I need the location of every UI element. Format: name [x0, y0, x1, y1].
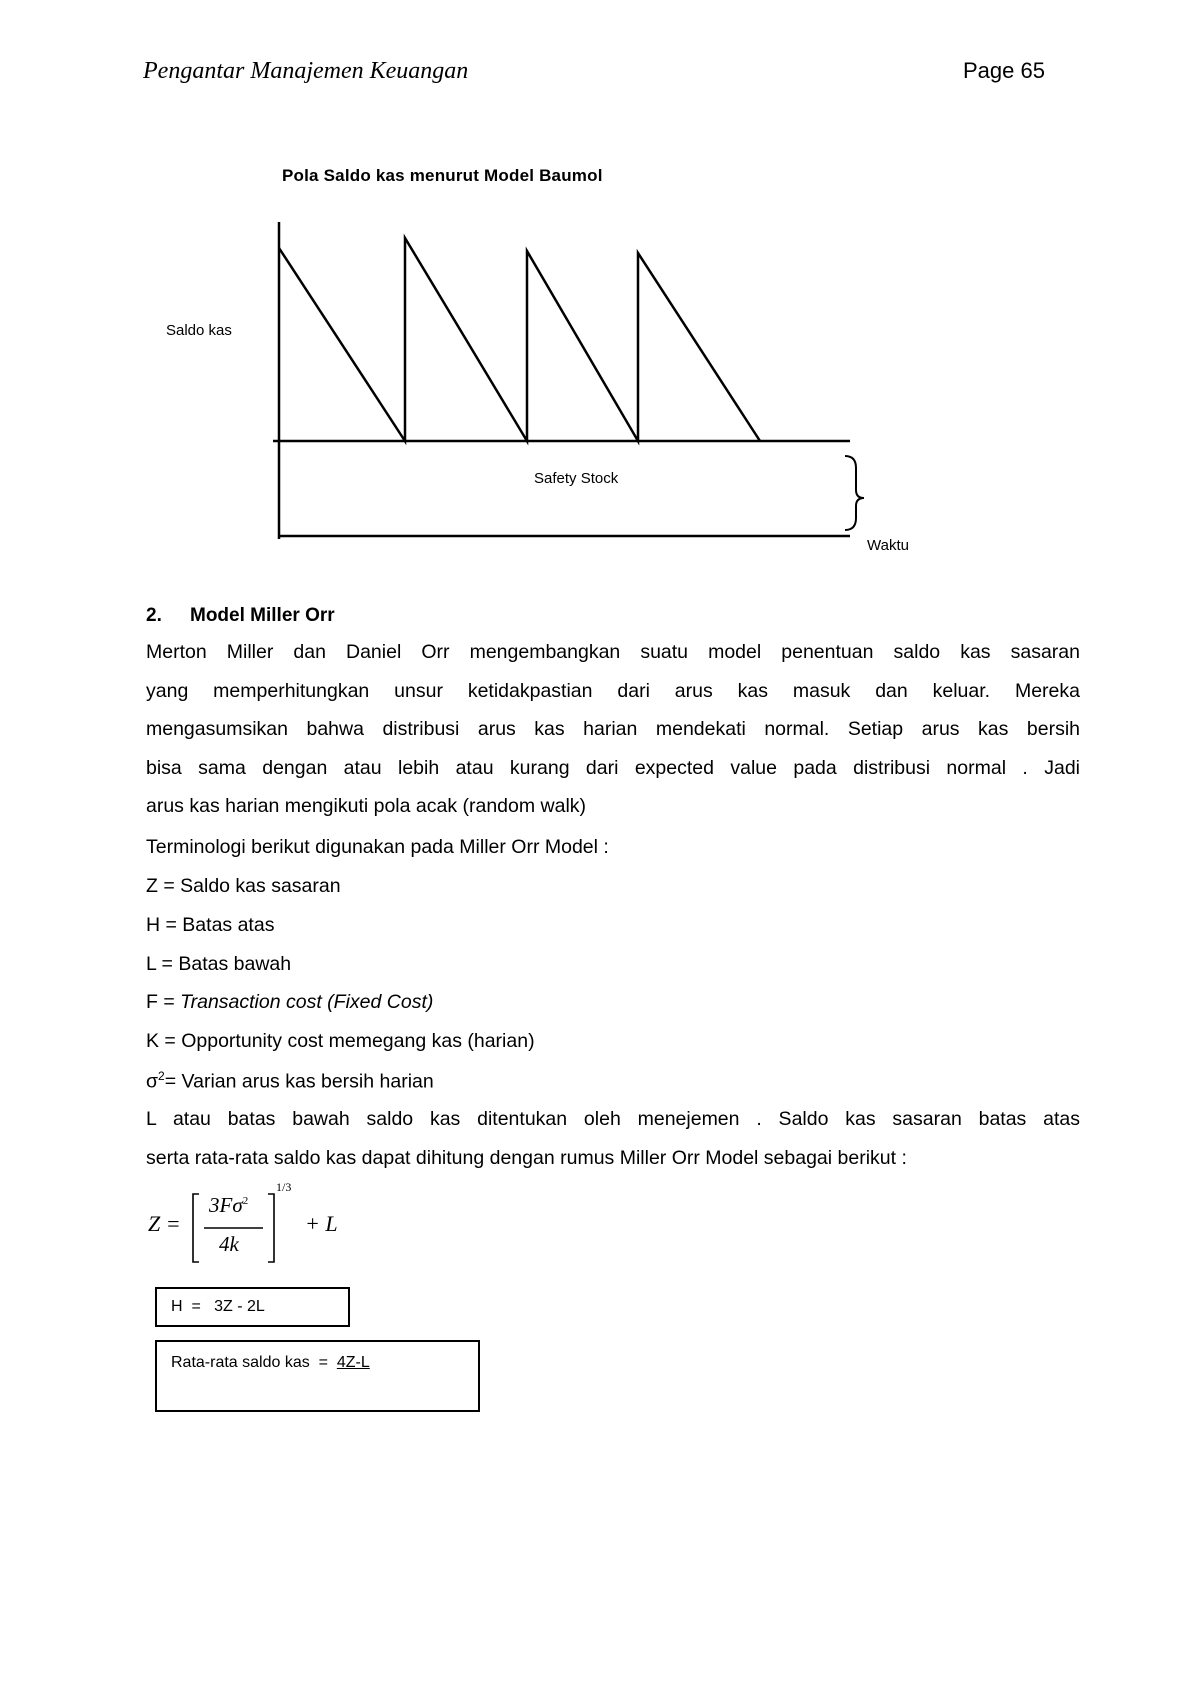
- intro-paragraph: [146, 633, 1080, 826]
- right-bracket: [268, 1194, 274, 1262]
- term-k: K = Opportunity cost memegang kas (harian): [146, 1030, 535, 1052]
- paragraph-line: arus kas harian mengikuti pola acak (random walk): [146, 795, 587, 817]
- box-average-text: [171, 1354, 370, 1372]
- average-value: 4Z-L: [336, 1354, 370, 1371]
- page-header-title: Pengantar Manajemen Keuangan: [143, 58, 469, 84]
- numerator-text: 3Fσ: [209, 1193, 243, 1217]
- closing-line-1: L atau batas bawah saldo kas ditentukan oleh menejemen . Saldo kas sasaran batas atas: [146, 1108, 1080, 1130]
- formula-denominator: 4k: [219, 1232, 239, 1256]
- sigma-symbol: σ: [146, 1070, 159, 1093]
- term-f: [146, 991, 433, 1014]
- term-f-prefix: F =: [146, 991, 181, 1013]
- box-h-text: H = 3Z - 2L: [171, 1298, 265, 1315]
- x-axis-label: Waktu: [867, 537, 909, 554]
- sigma-superscript: 2: [158, 1069, 165, 1083]
- section-number: 2.: [146, 605, 162, 626]
- left-bracket: [193, 1194, 199, 1262]
- closing-line-2: serta rata-rata saldo kas dapat dihitung dengan rumus Miller Orr Model sebagai berikut :: [146, 1147, 907, 1169]
- box-average-formula: [155, 1340, 480, 1412]
- box-h-formula: [155, 1287, 350, 1327]
- formula-tail: + L: [305, 1211, 338, 1236]
- term-z: Z = Saldo kas sasaran: [146, 875, 341, 897]
- section-title-text: Model Miller Orr: [190, 605, 335, 626]
- term-f-definition: Transaction cost (Fixed Cost): [180, 991, 434, 1013]
- sigma-definition: = Varian arus kas bersih harian: [164, 1070, 434, 1093]
- section-heading: [146, 605, 335, 627]
- formula-numerator: [209, 1193, 248, 1218]
- formula-lhs: Z =: [148, 1211, 181, 1236]
- term-h: H = Batas atas: [146, 914, 275, 936]
- safety-stock-label: Safety Stock: [534, 470, 619, 487]
- safety-stock-brace: [845, 456, 864, 530]
- paragraph-line: bisa sama dengan atau lebih atau kurang dari expected value pada distribusi normal . Jadi: [146, 756, 1080, 779]
- paragraph-line: mengasumsikan bahwa distribusi arus kas harian mendekati normal. Setiap arus kas bersih: [146, 718, 1080, 740]
- term-sigma: [146, 1069, 434, 1094]
- figure-title: Pola Saldo kas menurut Model Baumol: [282, 166, 603, 185]
- paragraph-line: yang memperhitungkan unsur ketidakpastian dari arus kas masuk dan keluar. Mereka: [146, 679, 1080, 702]
- numerator-exponent: 2: [242, 1195, 249, 1207]
- saw-tooth-line: [279, 238, 760, 441]
- y-axis-label: Saldo kas: [166, 322, 232, 339]
- page-number: Page 65: [963, 58, 1045, 83]
- terminology-intro: Terminologi berikut digunakan pada Miller Orr Model :: [146, 836, 609, 858]
- average-label: Rata-rata saldo kas =: [171, 1354, 337, 1371]
- formula-exponent: 1/3: [276, 1180, 292, 1194]
- term-l: L = Batas bawah: [146, 953, 292, 975]
- paragraph-line: Merton Miller dan Daniel Orr mengembangkan suatu model penentuan saldo kas sasaran: [146, 641, 1080, 663]
